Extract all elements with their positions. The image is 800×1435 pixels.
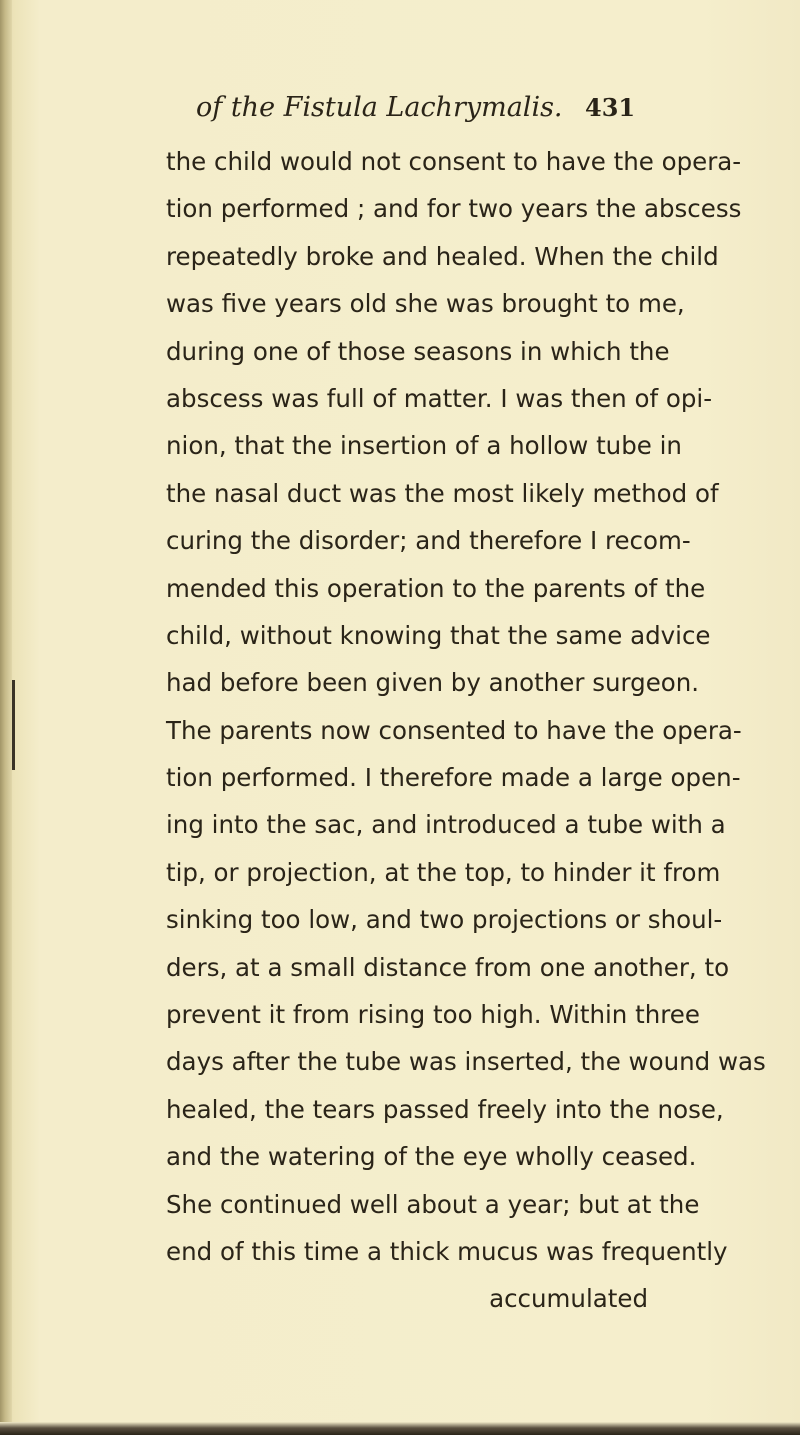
text-line: healed, the tears passed freely into the nose, xyxy=(166,1094,724,1124)
text-line: prevent it from rising too high. Within three xyxy=(166,1000,700,1030)
text-line: was five years old she was brought to me, xyxy=(166,289,685,319)
text-line: end of this time a thick mucus was frequently xyxy=(166,1236,728,1266)
running-head xyxy=(196,92,756,132)
text-line: had before been given by another surgeon. xyxy=(166,668,700,698)
text-line: during one of those seasons in which the xyxy=(166,336,670,366)
text-line: sinking too low, and two projections or shoul- xyxy=(166,905,723,935)
text-line: nion, that the insertion of a hollow tube in xyxy=(166,431,682,461)
page-number: 431 xyxy=(585,93,636,122)
text-line: tion performed ; and for two years the abscess xyxy=(166,194,742,224)
text-line: The parents now consented to have the opera- xyxy=(166,715,742,745)
text-line: curing the disorder; and therefore I recom- xyxy=(166,526,691,556)
body-text xyxy=(166,138,766,1323)
text-line: ders, at a small distance from one another, to xyxy=(166,952,730,982)
text-line: child, without knowing that the same advice xyxy=(166,620,711,650)
gutter-mark xyxy=(12,680,15,770)
text-line: and the watering of the eye wholly ceased. xyxy=(166,1142,697,1172)
text-line: ing into the sac, and introduced a tube with a xyxy=(166,810,726,840)
text-line: repeatedly broke and healed. When the child xyxy=(166,241,719,271)
page-bottom-edge xyxy=(0,1422,800,1435)
text-line: tip, or projection, at the top, to hinder it from xyxy=(166,857,721,887)
text-line: tion performed. I therefore made a large open- xyxy=(166,763,741,793)
running-title: of the Fistula Lachrymalis. xyxy=(196,92,563,123)
binding-edge xyxy=(0,0,12,1435)
text-line: mended this operation to the parents of the xyxy=(166,573,706,603)
text-line: the child would not consent to have the opera- xyxy=(166,147,742,176)
text-line: the nasal duct was the most likely method of xyxy=(166,478,719,508)
catchword: accumulated xyxy=(489,1284,648,1314)
text-line: She continued well about a year; but at the xyxy=(166,1189,700,1219)
text-line: abscess was full of matter. I was then of opi- xyxy=(166,383,713,413)
text-line: days after the tube was inserted, the wound was xyxy=(166,1047,766,1077)
